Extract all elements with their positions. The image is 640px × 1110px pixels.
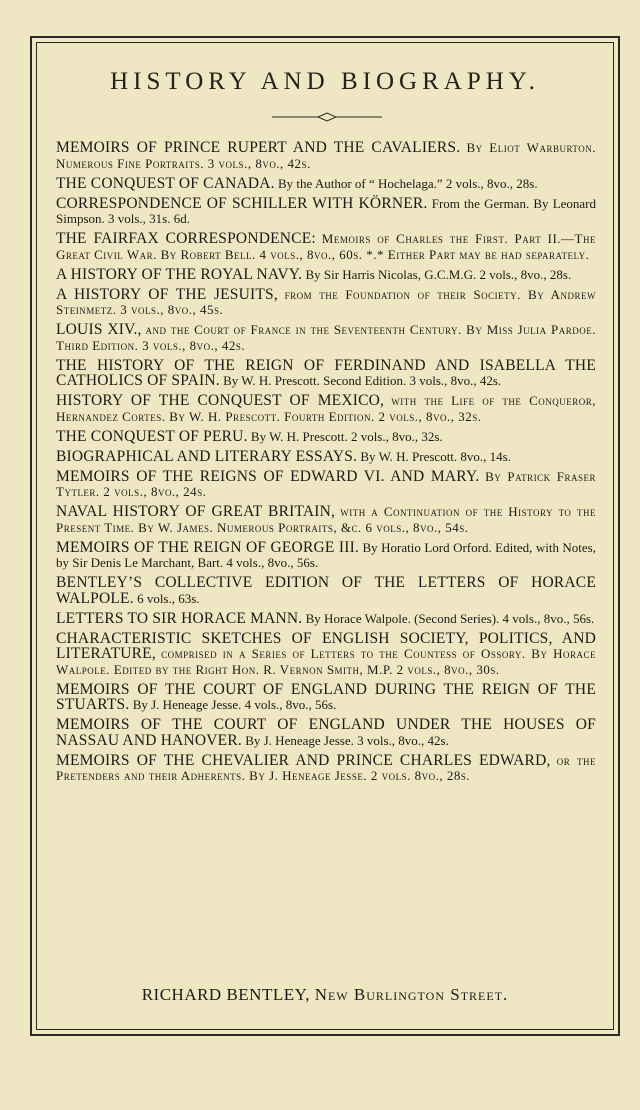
entry-title: MEMOIRS OF THE COURT OF ENGLAND DURING THE REIGN OF THE STUARTS.: [56, 680, 596, 713]
entry-details: By Horace Walpole. (Second Series). 4 vols., 8vo., 56s.: [305, 610, 595, 626]
page-heading: HISTORY AND BIOGRAPHY.: [110, 68, 540, 95]
catalogue-entry: [56, 231, 596, 262]
catalogue-entry: [56, 287, 596, 318]
entry-details: 6 vols., 63s.: [137, 590, 200, 606]
entry-details: and the Court of France in the Seventeenth Century. By Miss Julia Pardoe. Third Edition. 3 vols., 8vo., 42s.: [56, 322, 596, 353]
entry-title: LOUIS XIV.,: [56, 321, 142, 338]
catalogue-entry: [56, 140, 596, 171]
catalogue-entry: [56, 753, 596, 784]
catalogue-entry: [56, 575, 596, 606]
entry-details: By W. H. Prescott. 2 vols., 8vo., 32s.: [250, 428, 443, 444]
entry-details: By Eliot Warburton. Numerous Fine Portraits. 3 vols., 8vo., 42s.: [56, 140, 596, 171]
catalogue-entry: [56, 631, 596, 678]
catalogue-entry: [56, 504, 596, 535]
entry-details: Memoirs of Charles the First. Part II.—The Great Civil War. By Robert Bell. 4 vols., 8vo., 60s. *.* Either Part may be had separately.: [56, 231, 596, 262]
entry-title: BIOGRAPHICAL AND LITERARY ESSAYS.: [56, 447, 358, 465]
entry-title: LETTERS TO SIR HORACE MANN.: [56, 609, 303, 627]
entry-details: comprised in a Series of Letters to the Countess of Ossory. By Horace Walpole. Edited by the Right Hon. R. Vernon Smith, M.P. 2 vols., 8vo., 30s.: [56, 646, 596, 677]
catalogue-entry: [56, 196, 596, 227]
entry-details: with the Life of the Conqueror, Hernandez Cortes. By W. H. Prescott. Fourth Edition. 2 vols., 8vo., 32s.: [56, 393, 596, 424]
catalogue-entry: [56, 358, 596, 389]
entry-title: THE HISTORY OF THE REIGN OF FERDINAND AND ISABELLA THE CATHOLICS OF SPAIN.: [56, 356, 596, 389]
entry-title: A HISTORY OF THE JESUITS,: [56, 285, 278, 303]
catalogue-entry: [56, 267, 596, 283]
catalogue-entry: [56, 611, 596, 627]
catalogue-entry: [56, 469, 596, 500]
entry-details: from the Foundation of their Society. By Andrew Steinmetz. 3 vols., 8vo., 45s.: [56, 286, 597, 317]
entry-details: By the Author of “ Hochelaga.” 2 vols., 8vo., 28s.: [278, 175, 538, 191]
ornament-divider: [272, 111, 382, 123]
entry-title: MEMOIRS OF PRINCE RUPERT AND THE CAVALIERS.: [56, 139, 461, 156]
publisher-name: RICHARD BENTLEY,: [141, 985, 310, 1004]
catalogue-entry: [56, 717, 596, 748]
publisher-imprint: [36, 985, 614, 1005]
entry-title: MEMOIRS OF THE CHEVALIER AND PRINCE CHARLES EDWARD,: [56, 751, 551, 769]
entry-details: By J. Heneage Jesse. 4 vols., 8vo., 56s.: [132, 697, 337, 712]
entry-details: By Patrick Fraser Tytler. 2 vols., 8vo., 24s.: [56, 468, 596, 499]
entry-title: CORRESPONDENCE OF SCHILLER WITH KÖRNER.: [56, 194, 428, 212]
entry-title: THE FAIRFAX CORRESPONDENCE:: [56, 230, 316, 247]
catalogue-entry: [56, 176, 596, 192]
entry-title: HISTORY OF THE CONQUEST OF MEXICO,: [56, 392, 385, 409]
entry-title: NAVAL HISTORY OF GREAT BRITAIN,: [56, 503, 336, 520]
entry-title: CHARACTERISTIC SKETCHES OF ENGLISH SOCIETY, POLITICS, AND LITERATURE,: [56, 629, 596, 662]
catalogue-entry: [56, 429, 596, 445]
entry-title: MEMOIRS OF THE REIGN OF GEORGE III.: [56, 538, 359, 556]
catalogue-entry: [56, 540, 596, 571]
catalogue-entry: [56, 449, 596, 465]
entry-title: MEMOIRS OF THE REIGNS OF EDWARD VI. AND MARY.: [56, 467, 480, 485]
entry-details: By Sir Harris Nicolas, G.C.M.G. 2 vols., 8vo., 28s.: [305, 266, 572, 282]
entry-details: By W. H. Prescott. Second Edition. 3 vols., 8vo., 42s.: [223, 373, 502, 388]
entry-details: By W. H. Prescott. 8vo., 14s.: [360, 448, 511, 464]
entry-details: By J. Heneage Jesse. 3 vols., 8vo., 42s.: [245, 732, 449, 748]
catalogue-entry: [56, 682, 596, 713]
entry-details: By Horatio Lord Orford. Edited, with Notes, by Sir Denis Le Marchant, Bart. 4 vols., 8vo., 56s.: [56, 539, 596, 570]
entry-title: MEMOIRS OF THE COURT OF ENGLAND UNDER THE HOUSES OF NASSAU AND HANOVER.: [56, 716, 596, 749]
publisher-address: New Burlington Street.: [314, 985, 509, 1004]
catalogue-entry: [56, 322, 596, 353]
entry-title: THE CONQUEST OF PERU.: [56, 427, 248, 445]
entry-title: BENTLEY’S COLLECTIVE EDITION OF THE LETTERS OF HORACE WALPOLE.: [56, 574, 596, 607]
catalogue-entry: [56, 393, 596, 424]
entry-details: From the German. By Leonard Simpson. 3 vols., 31s. 6d.: [56, 195, 597, 226]
catalogue-list: [56, 140, 596, 788]
entry-details: with a Continuation of the History to the Present Time. By W. James. Numerous Portraits, &c. 6 vols., 8vo., 54s.: [56, 504, 596, 535]
entry-details: or the Pretenders and their Adherents. By J. Heneage Jesse. 2 vols. 8vo., 28s.: [56, 752, 596, 783]
entry-title: THE CONQUEST OF CANADA.: [56, 174, 275, 192]
entry-title: A HISTORY OF THE ROYAL NAVY.: [56, 265, 303, 283]
